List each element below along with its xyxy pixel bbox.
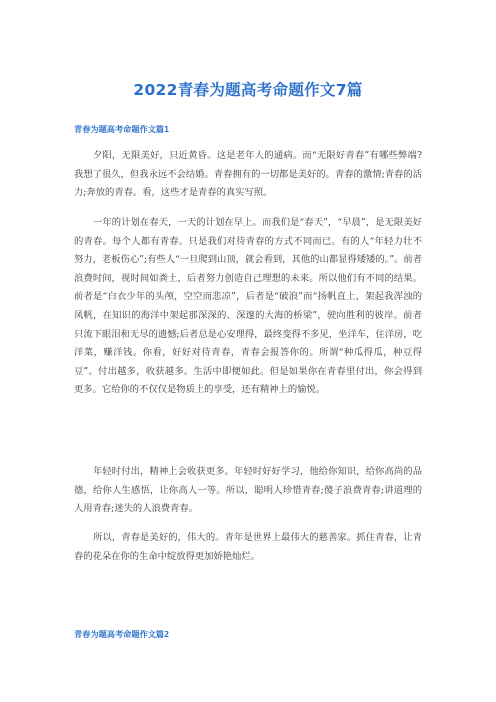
paragraph-3: 年轻时付出，精神上会收获更多。年轻时好好学习，他给你知识，给你高尚的品德，给你人生感悟，让你高人一等。所以，聪明人珍惜青春;傻子浪费青春;讲道理的人用青春;迷失的人浪费青春。 bbox=[74, 466, 422, 515]
section-heading-1: 青春为题高考命题作文篇1 bbox=[74, 124, 169, 134]
paragraph-1: 夕阳，无限美好，只近黄昏。这是老年人的通病。而“无限好青春”有哪些弊端?我想了很久，但我永远不会结婚。青春拥有的一切都是美好的。青春的激情;青春的活力;奔放的青春。看，这些才是青春的真实写照。 bbox=[74, 150, 422, 199]
paragraph-4: 所以，青春是美好的，伟大的。青年是世界上最伟大的慈善家。抓住青春，让青春的花朵在你的生命中绽放得更加娇艳灿烂。 bbox=[74, 532, 422, 562]
paragraph-2: 一年的计划在春天，一天的计划在早上。而我们是“春天”，“早晨”，是无限美好的青春。每个人都有青春。只是我们对待青春的方式不同而已。有的人“年轻力壮不努力，老板伤心”;有些人“一旦爬到山顶，就会看到，其他的山都显得矮矮的。”。前者浪费时间，视时间如粪土，后者努力创造自己理想的未来。所以他们有不同的结果。前者是“白衣少年的头颅，空空而悲凉”，后者是“破浪”而“扬帆直上，架起我浑浊的风帆，在知识的海洋中架起那深深的、深邃的大海的桥梁”，驶向胜利的彼岸。前者只流下眼泪和无尽的遗憾;后者总是心安理得，最终变得不多见，坐洋车，住洋房，吃洋菜，赚洋钱。你看，好好对待青春，青春会报答你的。所谓“种瓜得瓜，种豆得豆”。付出越多，收获越多。生活中即便如此。但是如果你在青春里付出，你会得到更多。它给你的不仅仅是物质上的享受，还有精神上的愉悦。 bbox=[74, 217, 422, 396]
document-title: 2022青春为题高考命题作文7篇 bbox=[133, 81, 363, 99]
section-heading-2: 青春为题高考命题作文篇2 bbox=[74, 629, 169, 639]
